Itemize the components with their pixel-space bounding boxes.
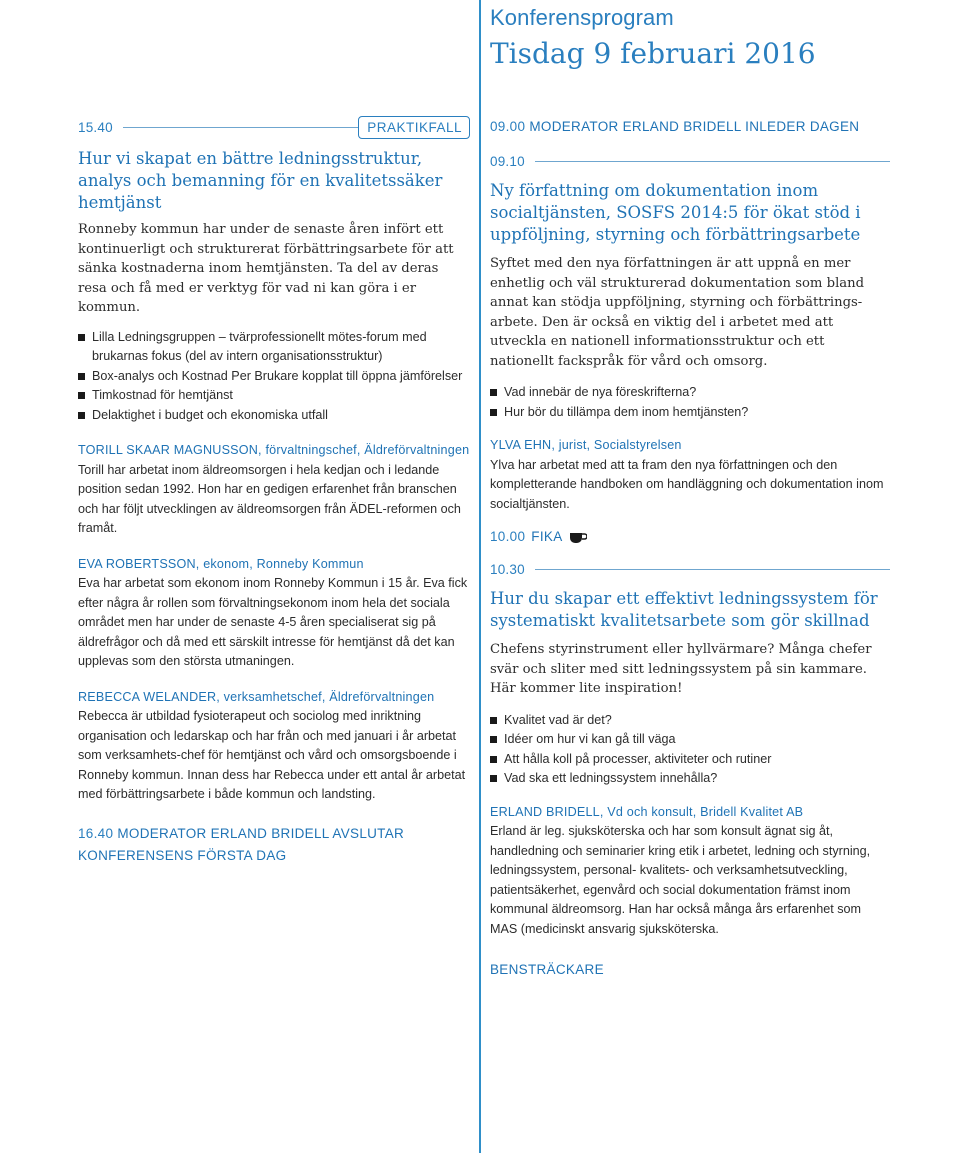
time-rule bbox=[123, 127, 358, 128]
session-time: 10.30 bbox=[490, 561, 525, 577]
fika-agenda-item bbox=[490, 526, 890, 548]
time-rule bbox=[535, 161, 890, 162]
list-item: Lilla Ledningsgruppen – tvärprofessionellt mötes-forum med brukarnas fokus (del av intern organisationsstruktur) bbox=[78, 328, 470, 367]
program-kicker: Konferensprogram bbox=[490, 5, 674, 30]
agenda-time: 16.40 bbox=[78, 825, 114, 841]
agenda-time: 09.00 bbox=[490, 119, 526, 134]
speaker-name: YLVA EHN, jurist, Socialstyrelsen bbox=[490, 438, 682, 452]
speaker-bio: Ylva har arbetat med att ta fram den nya författningen och den kompletterande handboken om handläggning och dokumentation inom socialtjänsten. bbox=[490, 457, 884, 511]
list-item: Idéer om hur vi kan gå till väga bbox=[490, 730, 890, 750]
break-agenda-item: BENSTRÄCKARE bbox=[490, 962, 604, 977]
closing-agenda-item bbox=[78, 823, 470, 867]
intro-agenda-item bbox=[490, 112, 890, 142]
speaker-block bbox=[490, 803, 890, 940]
session-time-row bbox=[490, 554, 890, 584]
session-time: 15.40 bbox=[78, 119, 113, 135]
speaker-block bbox=[490, 436, 890, 514]
speaker-block bbox=[78, 555, 470, 672]
speaker-bio: Erland är leg. sjuksköterska och har som konsult ägnat sig åt, handledning och seminarier kring etik i arbetet, ledning och styrning, ledningssystem, personal- kvalitets- och verksamhetsutveckling, patientsäkerhet, egenvård och social dokumentation främst inom kommunal äldreomsorg. Han har också många års erfarenhet som MAS (medicinskt ansvarig sjuksköterska. bbox=[490, 824, 871, 936]
speaker-name: EVA ROBERTSSON, ekonom, Ronneby Kommun bbox=[78, 556, 364, 571]
list-item: Vad ska ett ledningssystem innehålla? bbox=[490, 769, 890, 789]
session-title: Ny författning om dokumentation inom socialtjänsten, SOSFS 2014:5 för ökat stöd i uppföljning, styrning och förbättringsarbete bbox=[490, 181, 861, 244]
agenda-time: 10.00 bbox=[490, 529, 526, 544]
list-item: Delaktighet i budget och ekonomiska utfall bbox=[78, 406, 470, 426]
speaker-block bbox=[78, 688, 470, 805]
page-header bbox=[490, 4, 950, 72]
session-time: 09.10 bbox=[490, 153, 525, 169]
session-time-row bbox=[490, 146, 890, 176]
session-lead: Chefens styrinstrument eller hyllvärmare? Många chefer svär och sliter med sitt ledningssystem på sin kammare. Här kommer lite inspiration! bbox=[490, 642, 872, 696]
list-item: Kvalitet vad är det? bbox=[490, 711, 890, 731]
agenda-text: FIKA bbox=[531, 529, 563, 544]
session-lead: Syftet med den nya författningen är att uppnå en mer enhetlig och väl strukturerad dokumentation som bland annat kan stödja uppföljning, styrning och förbättrings-arbete. Den är också en viktig del i arbetet med att utveckla en nationell informationsstruktur och ett nationellt fackspråk för vård och omsorg. bbox=[490, 256, 865, 369]
right-column bbox=[490, 112, 890, 981]
speaker-name: TORILL SKAAR MAGNUSSON, förvaltningschef, Äldreförvaltningen bbox=[78, 443, 470, 457]
time-rule bbox=[535, 569, 890, 570]
session-time-row bbox=[78, 112, 470, 142]
speaker-block bbox=[78, 441, 470, 539]
list-item: Att hålla koll på processer, aktiviteter och rutiner bbox=[490, 750, 890, 770]
column-divider bbox=[479, 0, 481, 1153]
speaker-bio: Torill har arbetat inom äldreomsorgen i hela kedjan och i ledande position sedan 1992. Hon har en gedigen erfarenhet från branschen och har följt utvecklingen av äldreomsorgen från ÄDEL-reformen och framåt. bbox=[78, 462, 461, 535]
session-lead: Ronneby kommun har under de senaste åren infört ett kontinuerligt och strukturerat förbättringsarbete för att sänka kostnaderna inom hemtjänsten. Ta del av deras resa och få med er verktyg för vad ni kan göra i er kommun. bbox=[78, 222, 454, 315]
left-column bbox=[78, 112, 470, 867]
session-bullets bbox=[78, 328, 470, 426]
speaker-name: ERLAND BRIDELL, Vd och konsult, Bridell Kvalitet AB bbox=[490, 804, 804, 819]
session-bullets bbox=[490, 711, 890, 789]
category-tag: PRAKTIKFALL bbox=[358, 116, 470, 139]
program-date: Tisdag 9 februari 2016 bbox=[490, 37, 816, 70]
agenda-text: MODERATOR ERLAND BRIDELL AVSLUTAR KONFERENSENS FÖRSTA DAG bbox=[78, 825, 405, 863]
session-title: Hur du skapar ett effektivt ledningssystem för systematiskt kvalitetsarbete som gör skillnad bbox=[490, 589, 878, 630]
session-bullets bbox=[490, 383, 890, 422]
coffee-cup-icon bbox=[569, 530, 587, 544]
session-title: Hur vi skapat en bättre ledningsstruktur, analys och bemanning för en kvalitetssäker hemtjänst bbox=[78, 149, 443, 212]
speaker-bio: Eva har arbetat som ekonom inom Ronneby Kommun i 15 år. Eva fick efter några år rollen som förvaltningsekonom inom hela det sociala området men har under de senaste 4-5 åren specialiserat sig på äldrefrågor och då med ett särskilt intresse för hemtjänst då det kan upplevas som den största utmaningen. bbox=[78, 576, 468, 668]
speaker-name: REBECCA WELANDER, verksamhetschef, Äldreförvaltningen bbox=[78, 689, 435, 704]
list-item: Timkostnad för hemtjänst bbox=[78, 386, 470, 406]
list-item: Hur bör du tillämpa dem inom hemtjänsten? bbox=[490, 403, 890, 423]
speaker-bio: Rebecca är utbildad fysioterapeut och sociolog med inriktning organisation och ledarskap och har från och med januari i år arbetat som verksamhets-chef för hemtjänst och vård och omsorgsboende i Ronneby kommun. Innan dess har Rebecca under ett antal år arbetat med förbättringsarbete i både kommun och landsting. bbox=[78, 709, 466, 801]
list-item: Box-analys och Kostnad Per Brukare kopplat till öppna jämförelser bbox=[78, 367, 470, 387]
agenda-text: MODERATOR ERLAND BRIDELL INLEDER DAGEN bbox=[529, 119, 860, 134]
list-item: Vad innebär de nya föreskrifterna? bbox=[490, 383, 890, 403]
